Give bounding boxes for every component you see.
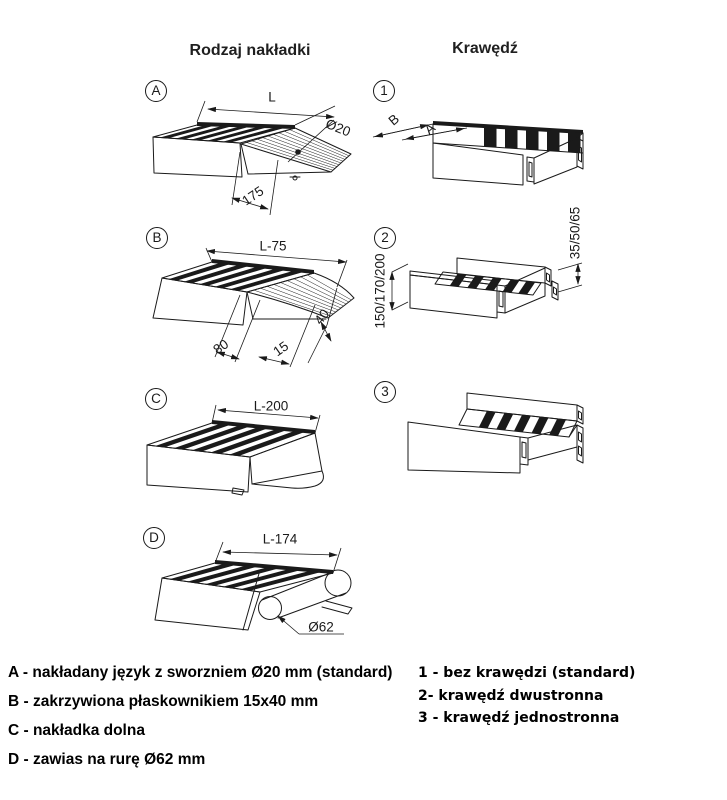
dim-label-b-flat-width: 40 — [311, 306, 333, 328]
legend-edge-types — [418, 664, 635, 732]
figure-b-badge: B — [146, 227, 168, 249]
dim-label-1-width-inner: A — [421, 120, 439, 138]
legend-item-c: C - nakładka dolna — [8, 722, 145, 739]
dim-label-d-length: L-174 — [262, 531, 298, 547]
legend-item-d: D - zawias na rurę Ø62 mm — [8, 751, 206, 768]
dim-label-d-tube-diameter: Ø62 — [308, 619, 334, 635]
figure-b-drawing — [138, 223, 370, 379]
legend-item-1: 1 - bez krawędzi (standard) — [418, 665, 636, 681]
figure-c-badge: C — [145, 388, 167, 410]
figure-1-badge: 1 — [373, 80, 395, 102]
figure-c-drawing — [138, 383, 338, 515]
legend-item-a: A - nakładany język z sworzniem Ø20 mm (standard) — [8, 664, 393, 681]
figure-d-badge: D — [143, 527, 165, 549]
legend-item-b: B - zakrzywiona płaskownikiem 15x40 mm — [8, 693, 319, 710]
figure-3-drawing — [366, 370, 590, 482]
dim-label-b-length: L-75 — [259, 238, 287, 254]
column-header-edge: Krawędź — [452, 40, 518, 57]
legend-item-3: 3 - krawędź jednostronna — [418, 710, 620, 726]
column-header-overlay-type: Rodzaj nakładki — [189, 42, 311, 59]
dim-label-a-pin-diameter: Ø20 — [323, 116, 353, 140]
dim-label-c-length: L-200 — [253, 398, 289, 414]
dim-label-2-ramp-height: 150/170/200 — [372, 253, 388, 329]
figure-1-drawing — [366, 74, 594, 198]
dim-label-2-edge-height: 35/50/65 — [567, 206, 583, 260]
dim-label-a-tongue-length: 175 — [239, 183, 267, 209]
figure-2-badge: 2 — [374, 227, 396, 249]
legend-overlay-types — [8, 662, 392, 778]
dim-label-b-flat-thickness: 15 — [270, 338, 292, 360]
legend-item-2: 2- krawędź dwustronna — [418, 687, 604, 704]
dim-label-a-length: L — [268, 89, 276, 105]
figure-d-drawing — [138, 523, 370, 659]
dim-label-1-width-outer: B — [385, 111, 403, 129]
figure-2-drawing — [366, 196, 592, 338]
figure-3-badge: 3 — [374, 381, 396, 403]
figure-a-badge: A — [145, 80, 167, 102]
dim-label-b-offset: 80 — [210, 336, 232, 358]
